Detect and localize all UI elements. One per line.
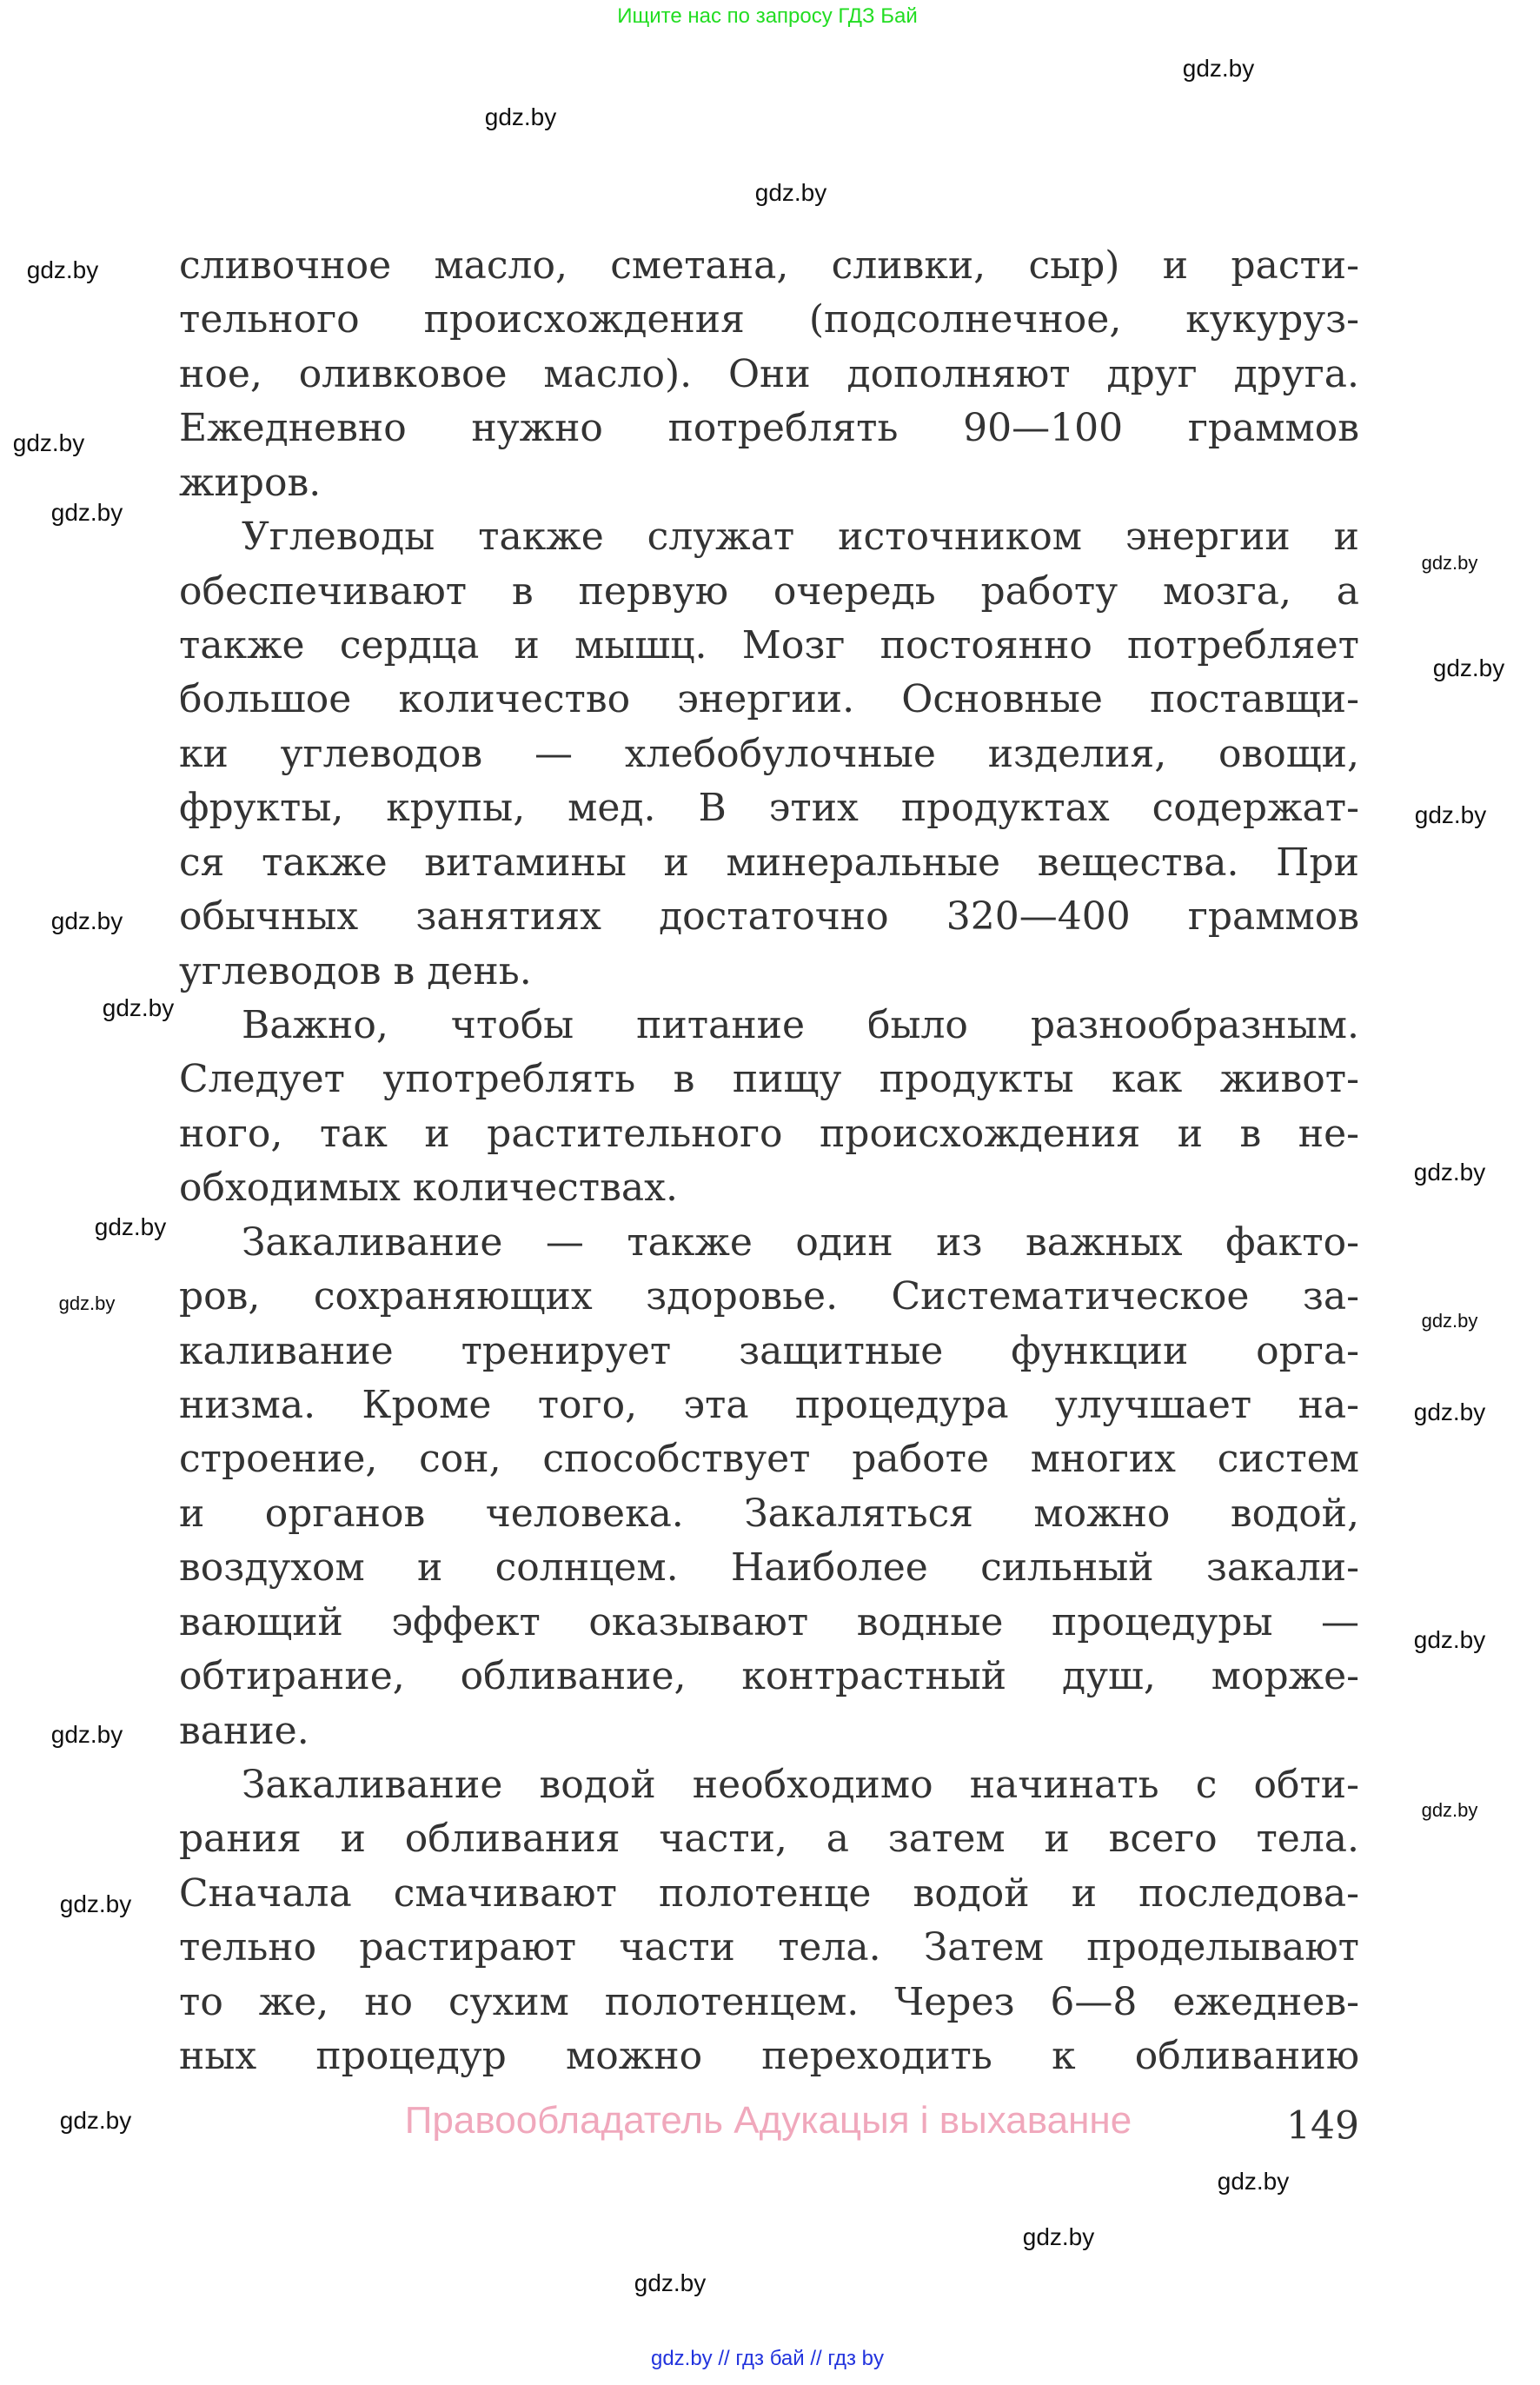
search-notice: Ищите нас по запросу ГДЗ Бай	[617, 4, 918, 28]
text-line: Закаливание водой необходимо начинать с обти-	[242, 1763, 1359, 1807]
text-line: большое количество энергии. Основные поставщи-	[179, 677, 1359, 721]
text-line: жиров.	[179, 461, 322, 505]
text-line: строение, сон, способствует работе многих систем	[179, 1437, 1359, 1481]
text-line: тельно растирают части тела. Затем проделывают	[179, 1925, 1359, 1970]
watermark: gdz.by	[58, 1292, 116, 1314]
text-line: сливочное масло, сметана, сливки, сыр) и расти-	[179, 243, 1359, 288]
copyright-notice: Правообладатель Адукацыя і выхаванне	[404, 2099, 1132, 2142]
text-line: рания и обливания части, а затем и всего тела.	[179, 1817, 1359, 1861]
watermark: gdz.by	[634, 2269, 707, 2296]
text-line: обычных занятиях достаточно 320—400 граммов	[179, 894, 1359, 939]
watermark: gdz.by	[26, 256, 99, 283]
text-line: обеспечивают в первую очередь работу мозга, а	[179, 569, 1359, 614]
watermark: gdz.by	[50, 499, 123, 526]
watermark: gdz.by	[59, 2107, 132, 2134]
watermark: gdz.by	[754, 179, 827, 206]
watermark: gdz.by	[1421, 552, 1478, 574]
watermark: gdz.by	[59, 1890, 132, 1917]
text-line: ки углеводов — хлебобулочные изделия, овощи,	[179, 732, 1359, 776]
watermark: gdz.by	[1421, 1799, 1478, 1821]
text-line: вающий эффект оказывают водные процедуры —	[179, 1600, 1359, 1644]
text-line: Сначала смачивают полотенце водой и последова-	[179, 1871, 1359, 1916]
text-line: углеводов в день.	[179, 949, 532, 993]
watermark: gdz.by	[1022, 2223, 1095, 2250]
page-number: 149	[1286, 2103, 1359, 2149]
text-line: ное, оливковое масло). Они дополняют друг друга.	[179, 352, 1359, 396]
text-line: ров, сохраняющих здоровье. Систематическое за-	[179, 1274, 1359, 1319]
text-line: обтирание, обливание, контрастный душ, морже-	[179, 1654, 1359, 1698]
watermark: gdz.by	[102, 994, 175, 1021]
text-line: и органов человека. Закаляться можно водой,	[179, 1491, 1359, 1536]
watermark: gdz.by	[50, 907, 123, 934]
watermark: gdz.by	[94, 1213, 167, 1240]
text-line: воздухом и солнцем. Наиболее сильный закали-	[179, 1545, 1359, 1590]
watermark: gdz.by	[1413, 1398, 1486, 1425]
watermark: gdz.by	[1421, 1310, 1478, 1332]
text-line: тельного происхождения (подсолнечное, кукуруз-	[179, 297, 1359, 342]
text-line: ного, так и растительного происхождения и в не-	[179, 1112, 1359, 1156]
watermark: gdz.by	[1432, 654, 1505, 681]
watermark: gdz.by	[484, 103, 557, 130]
text-line: также сердца и мышц. Мозг постоянно потребляет	[179, 623, 1359, 668]
text-line: Важно, чтобы питание было разнообразным.	[242, 1003, 1359, 1047]
text-line: обходимых количествах.	[179, 1166, 678, 1210]
text-line: Углеводы также служат источником энергии и	[242, 515, 1359, 559]
watermark: gdz.by	[50, 1721, 123, 1748]
text-line: Закаливание — также один из важных факто-	[242, 1220, 1359, 1265]
text-line: фрукты, крупы, мед. В этих продуктах содержат-	[179, 786, 1359, 830]
text-line: то же, но сухим полотенцем. Через 6—8 ежеднев-	[179, 1980, 1359, 2024]
watermark: gdz.by	[12, 429, 85, 456]
text-line: Следует употреблять в пищу продукты как живот-	[179, 1057, 1359, 1101]
watermark: gdz.by	[1413, 1159, 1486, 1186]
text-line: каливание тренирует защитные функции орга-	[179, 1329, 1359, 1373]
text-line: низма. Кроме того, эта процедура улучшает на-	[179, 1383, 1359, 1427]
text-line: ных процедур можно переходить к обливанию	[179, 2034, 1359, 2078]
watermark: gdz.by	[1414, 801, 1487, 828]
text-line: вание.	[179, 1709, 309, 1753]
watermark: gdz.by	[1413, 1626, 1486, 1653]
text-line: ся также витамины и минеральные вещества. При	[179, 840, 1359, 885]
footer-links: gdz.by // гдз бай // гдз by	[650, 2347, 885, 2370]
watermark: gdz.by	[1182, 55, 1255, 82]
text-line: Ежедневно нужно потреблять 90—100 граммов	[179, 406, 1359, 450]
watermark: gdz.by	[1217, 2168, 1290, 2195]
